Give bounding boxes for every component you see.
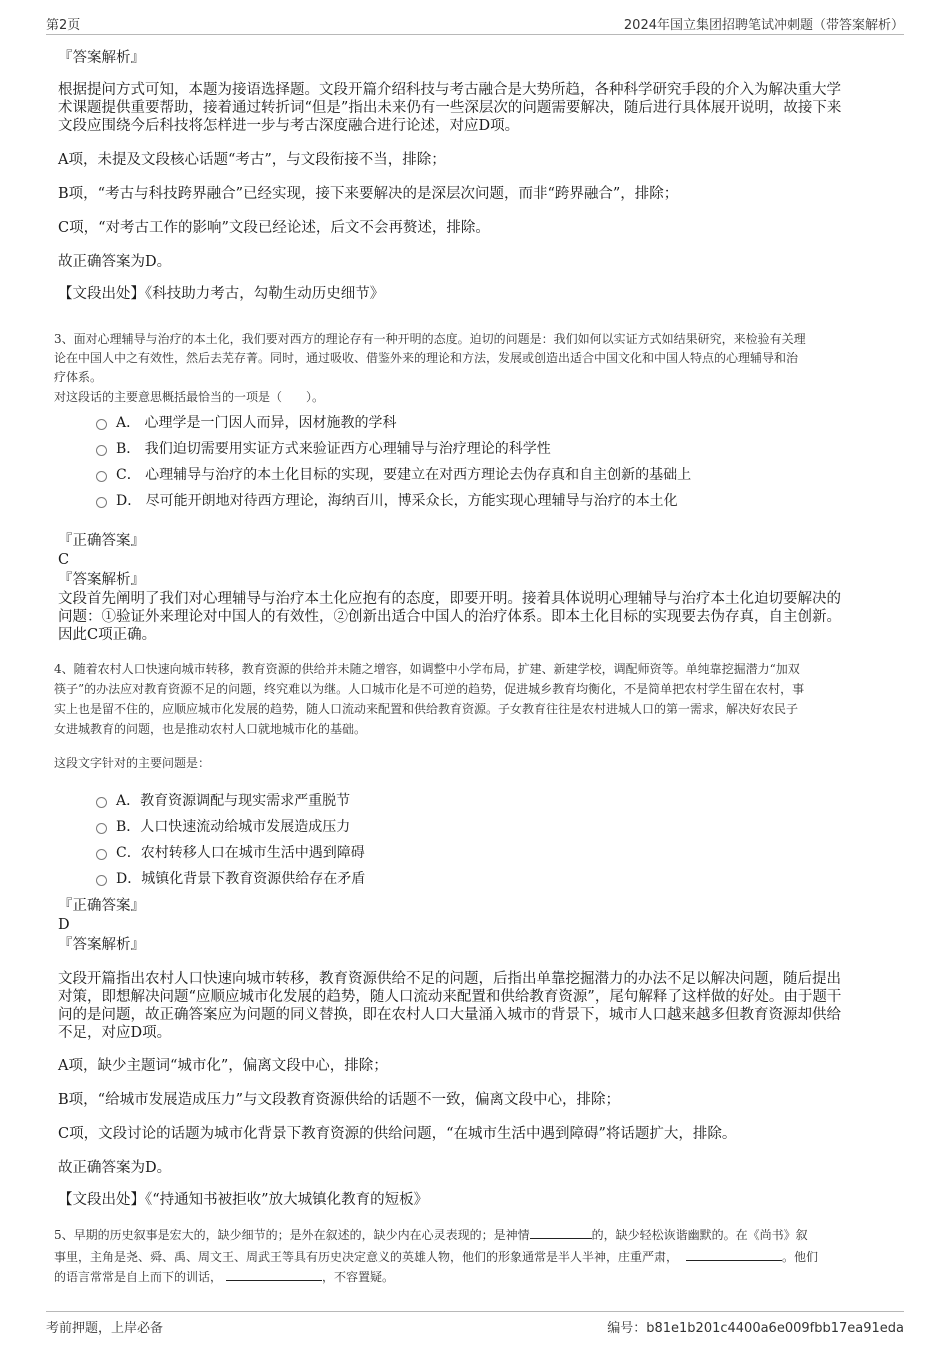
q3-option-d[interactable]: D． 尽可能开朗地对待西方理论，海纳百川，博采众长，方能实现心理辅导与治疗的本土化 xyxy=(96,492,678,510)
q4-analysis-line-3: 问的是问题，故正确答案应为问题的同义替换，即在农村人口大量涌入城市的背景下，城市人口越来越多但教育资源却供给 xyxy=(58,1007,841,1023)
q4-answer: D xyxy=(58,917,70,933)
q2-conclusion: 故正确答案为D。 xyxy=(58,254,172,270)
q4-stem-line-4: 女进城教育的问题，也是推动农村人口就地城市化的基础。 xyxy=(54,722,367,736)
q3-analysis-line-3: 因此C项正确。 xyxy=(58,627,157,643)
radio-icon[interactable] xyxy=(96,445,107,456)
q4-conclusion: 故正确答案为D。 xyxy=(58,1160,172,1176)
q4-stem-line-1: 4、随着农村人口快速向城市转移，教育资源的供给并未随之增容，如调整中小学布局，扩建、新建学校，调配师资等。单纯靠挖掘潜力“加双 xyxy=(54,662,800,676)
q3-option-c[interactable]: C． 心理辅导与治疗的本土化目标的实现，要建立在对西方理论去伪存真和自主创新的基础上 xyxy=(96,466,691,484)
q3-analysis-line-2: 问题：①验证外来理论对中国人的有效性，②创新出适合中国人的治疗体系。即本土化目标的实现要去伪存真，自主创新。 xyxy=(58,609,841,625)
q2-source: 【文段出处】《科技助力考古，勾勒生动历史细节》 xyxy=(58,286,385,302)
q4-stem-line-3: 实上也是留不住的，应顺应城市化发展的趋势，随人口流动来配置和供给教育资源。子女教育往往是农村进城人口的第一需求，解决好农民子 xyxy=(54,702,799,716)
q2-option-b-analysis: B项，“考古与科技跨界融合”已经实现，接下来要解决的是深层次问题，而非“跨界融合”，排除； xyxy=(58,186,679,202)
q4-option-d[interactable]: D．城镇化背景下教育资源供给存在矛盾 xyxy=(96,870,365,888)
q5-stem-line-1: 5、早期的历史叙事是宏大的，缺少细节的；是外在叙述的，缺少内在心灵表现的；是神情 的，缺少轻松诙谐幽默的。在《尚书》叙 xyxy=(54,1228,808,1242)
q4-question: 这段文字针对的主要问题是： xyxy=(54,756,211,770)
q3-question: 对这段话的主要意思概括最恰当的一项是（ ）。 xyxy=(54,390,325,404)
q4-analysis-line-4: 不足，对应D项。 xyxy=(58,1025,172,1041)
q4-analysis-line-1: 文段开篇指出农村人口快速向城市转移，教育资源供给不足的问题，后指出单靠挖掘潜力的办法不足以解决问题，随后提出 xyxy=(58,971,841,987)
q3-stem-line-2: 论在中国人中之有效性，然后去芜存菁。同时，通过吸收、借鉴外来的理论和方法，发展或创造出适合中国文化和中国人特点的心理辅导和治 xyxy=(54,351,799,365)
q4-analysis-label: 『答案解析』 xyxy=(58,937,145,953)
q5-stem-line-2: 事里，主角是尧、舜、禹、周文王、周武王等具有历史决定意义的英雄人物，他们的形象通常是半人半神，庄重严肃， 。他们 xyxy=(54,1250,819,1264)
radio-icon[interactable] xyxy=(96,849,107,860)
radio-icon[interactable] xyxy=(96,823,107,834)
q4-analysis-line-2: 对策，即想解决问题“应顺应城市化发展的趋势，随人口流动来配置和供给教育资源”，尾句解释了这样做的好处。由于题干 xyxy=(58,989,842,1005)
q4-option-a[interactable]: A．教育资源调配与现实需求严重脱节 xyxy=(96,792,350,810)
radio-icon[interactable] xyxy=(96,419,107,430)
q3-analysis-label: 『答案解析』 xyxy=(58,572,145,588)
radio-icon[interactable] xyxy=(96,875,107,886)
fill-blank-1[interactable] xyxy=(530,1226,592,1239)
footer-slogan: 考前押题，上岸必备 xyxy=(46,1321,164,1336)
q3-answer-label: 『正确答案』 xyxy=(58,533,145,549)
q3-stem-line-1: 3、面对心理辅导与治疗的本土化，我们要对西方的理论存有一种开明的态度。迫切的问题是：我们如何以实证方式如结果研究，来检验有关理 xyxy=(54,332,806,346)
q2-analysis-line-1: 根据提问方式可知，本题为接语选择题。文段开篇介绍科技与考古融合是大势所趋，各种科学研究手段的介入为解决重大学 xyxy=(58,82,841,98)
page-header xyxy=(46,12,904,35)
q4-option-c[interactable]: C．农村转移人口在城市生活中遇到障碍 xyxy=(96,844,365,862)
q3-answer: C xyxy=(58,552,70,568)
q4-option-a-analysis: A项，缺少主题词“城市化”，偏离文段中心，排除； xyxy=(58,1058,388,1074)
q2-option-a-analysis: A项，未提及文段核心话题“考古”，与文段衔接不当，排除； xyxy=(58,152,446,168)
q3-analysis-line-1: 文段首先阐明了我们对心理辅导与治疗本土化应抱有的态度，即要开明。接着具体说明心理辅导与治疗本土化迫切要解决的 xyxy=(58,591,841,607)
document-code: 编号：b81e1b201c4400a6e009fbb17ea91eda xyxy=(607,1321,904,1336)
radio-icon[interactable] xyxy=(96,471,107,482)
q4-stem-line-2: 筷子”的办法应对教育资源不足的问题，终究难以为继。人口城市化是不可逆的趋势，促进城乡教育均衡化，不是简单把农村学生留在农村，事 xyxy=(54,682,805,696)
q4-answer-label: 『正确答案』 xyxy=(58,898,145,914)
q4-option-b[interactable]: B．人口快速流动给城市发展造成压力 xyxy=(96,818,350,836)
q3-option-b[interactable]: B． 我们迫切需要用实证方式来验证西方心理辅导与治疗理论的科学性 xyxy=(96,440,551,458)
q4-source: 【文段出处】《“持通知书被拒收”放大城镇化教育的短板》 xyxy=(58,1192,429,1208)
q3-option-a[interactable]: A． 心理学是一门因人而异，因材施教的学科 xyxy=(96,414,397,432)
q2-option-c-analysis: C项，“对考古工作的影响”文段已经论述，后文不会再赘述，排除。 xyxy=(58,220,490,236)
page-footer xyxy=(46,1311,904,1336)
page-number: 第2页 xyxy=(46,18,81,33)
q5-stem-line-3: 的语言常常是自上而下的训话， ，不容置疑。 xyxy=(54,1270,395,1284)
radio-icon[interactable] xyxy=(96,497,107,508)
q2-analysis-line-3: 文段应围绕今后科技将怎样进一步与考古深度融合进行论述，对应D项。 xyxy=(58,118,520,134)
q4-option-b-analysis: B项，“给城市发展造成压力”与文段教育资源供给的话题不一致，偏离文段中心，排除； xyxy=(58,1092,620,1108)
q3-stem-line-3: 疗体系。 xyxy=(54,370,103,384)
fill-blank-2[interactable] xyxy=(686,1248,782,1261)
radio-icon[interactable] xyxy=(96,797,107,808)
document-title: 2024年国立集团招聘笔试冲刺题（带答案解析） xyxy=(623,18,904,33)
q2-analysis-line-2: 术课题提供重要帮助，接着通过转折词“但是”指出未来仍有一些深层次的问题需要解决，随后进行具体展开说明，故接下来 xyxy=(58,100,842,116)
fill-blank-3[interactable] xyxy=(226,1268,322,1281)
q2-analysis-label: 『答案解析』 xyxy=(58,50,145,66)
q4-option-c-analysis: C项，文段讨论的话题为城市化背景下教育资源的供给问题，“在城市生活中遇到障碍”将话题扩大，排除。 xyxy=(58,1126,737,1142)
